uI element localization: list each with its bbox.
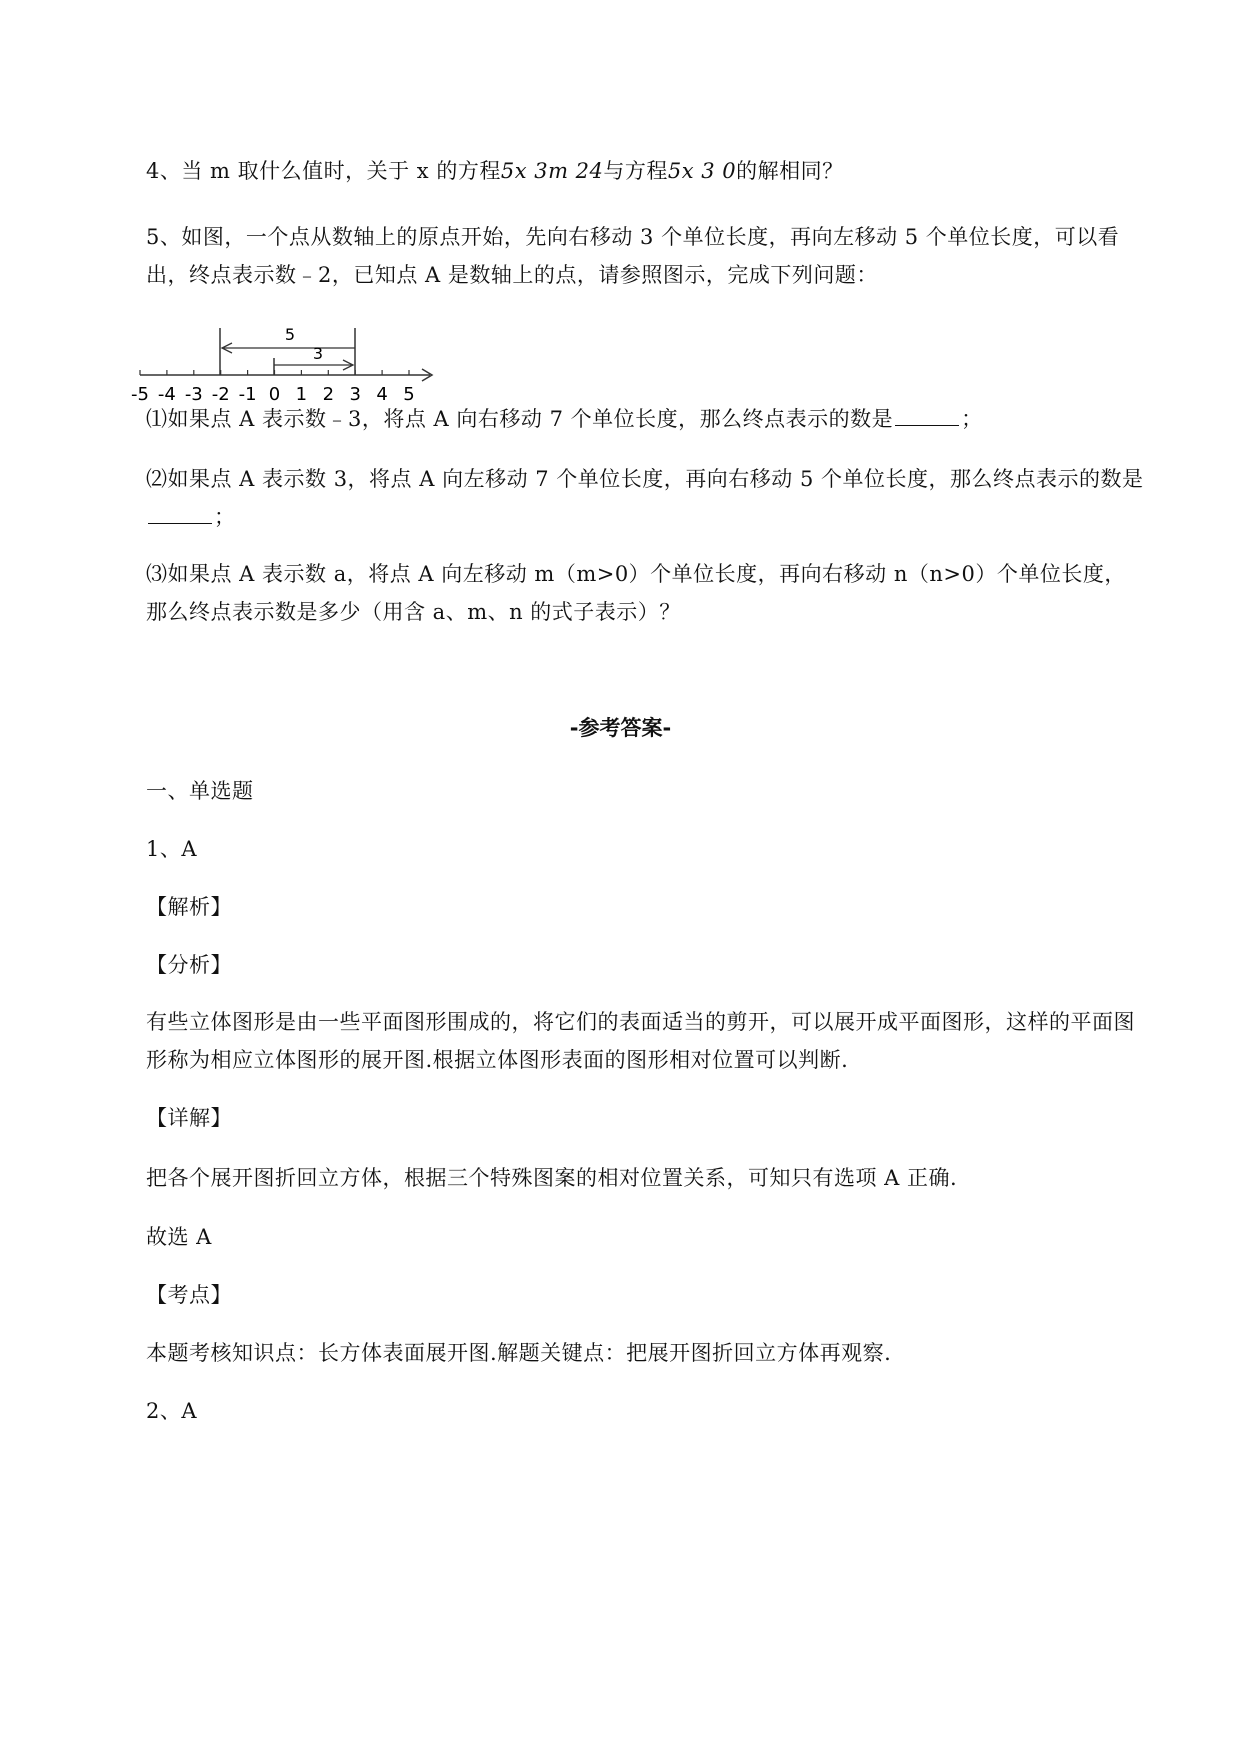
tick-label: 2 xyxy=(322,384,335,405)
question-5-sub-1 xyxy=(146,400,1146,438)
tick-label: 0 xyxy=(268,384,281,405)
number-line-axis xyxy=(140,369,432,381)
label-fenxi: 【分析】 xyxy=(146,953,232,977)
tick-label: -3 xyxy=(184,384,203,405)
number-line-figure xyxy=(131,320,460,410)
q4-text-pre: 4、当 m 取什么值时，关于 x 的方程 xyxy=(146,159,501,183)
answer-blank-2[interactable] xyxy=(148,501,212,524)
sub2-tail: ； xyxy=(214,505,236,529)
q4-text-mid: 与方程 xyxy=(603,159,668,183)
answer-1: 1、A xyxy=(146,837,198,861)
answers-title: -参考答案- xyxy=(569,716,672,740)
question-5-sub-3: ⑶如果点 A 表示数 a，将点 A 向左移动 m（m>0）个单位长度，再向右移动 n（n>0）个单位长度，那么终点表示数是多少（用含 a、m、n 的式子表示）？ xyxy=(146,562,1126,624)
q4-text-post: 的解相同？ xyxy=(736,159,844,183)
choice-text: 故选 A xyxy=(146,1225,212,1249)
q4-equation-1: 5x 3m 24 xyxy=(500,159,604,183)
label-xiangjie: 【详解】 xyxy=(146,1106,232,1130)
tick-label: 5 xyxy=(403,384,415,405)
tick-label: 3 xyxy=(349,384,361,405)
tick-label: 4 xyxy=(376,384,388,405)
tick-label: -5 xyxy=(131,384,149,405)
q4-equation-2: 5x 3 0 xyxy=(667,159,737,183)
arrow-left-label: 5 xyxy=(284,325,296,344)
sub2-text: ⑵如果点 A 表示数 3，将点 A 向左移动 7 个单位长度，再向右移动 5 个单位长度，那么终点表示的数是 xyxy=(146,467,1144,491)
answer-2: 2、A xyxy=(146,1399,198,1423)
tick-label: -1 xyxy=(238,384,257,405)
question-5-intro: 5、如图，一个点从数轴上的原点开始，先向右移动 3 个单位长度，再向左移动 5 个单位长度，可以看出，终点表示数﹣2，已知点 A 是数轴上的点，请参照图示，完成下列问题： xyxy=(146,225,1120,287)
knowledge-point-text: 本题考核知识点：长方体表面展开图.解题关键点：把展开图折回立方体再观察. xyxy=(146,1341,892,1365)
section-heading: 一、单选题 xyxy=(146,779,254,803)
answer-blank-1[interactable] xyxy=(895,403,959,426)
sub1-tail: ； xyxy=(961,407,983,431)
arrow-right-label: 3 xyxy=(312,344,324,363)
label-kaodian: 【考点】 xyxy=(146,1283,232,1307)
tick-label: -2 xyxy=(211,384,230,405)
tick-label: 1 xyxy=(295,384,308,405)
question-4 xyxy=(146,152,1146,190)
analysis-text: 有些立体图形是由一些平面图形围成的，将它们的表面适当的剪开，可以展开成平面图形，这样的平面图形称为相应立体图形的展开图.根据立体图形表面的图形相对位置可以判断. xyxy=(146,1010,1135,1072)
tick-label: -4 xyxy=(157,384,176,405)
label-jiexi: 【解析】 xyxy=(146,895,232,919)
sub1-text: ⑴如果点 A 表示数﹣3，将点 A 向右移动 7 个单位长度，那么终点表示的数是 xyxy=(146,407,894,431)
question-5-sub-2 xyxy=(146,460,1146,536)
detail-text: 把各个展开图折回立方体，根据三个特殊图案的相对位置关系，可知只有选项 A 正确. xyxy=(146,1166,958,1190)
